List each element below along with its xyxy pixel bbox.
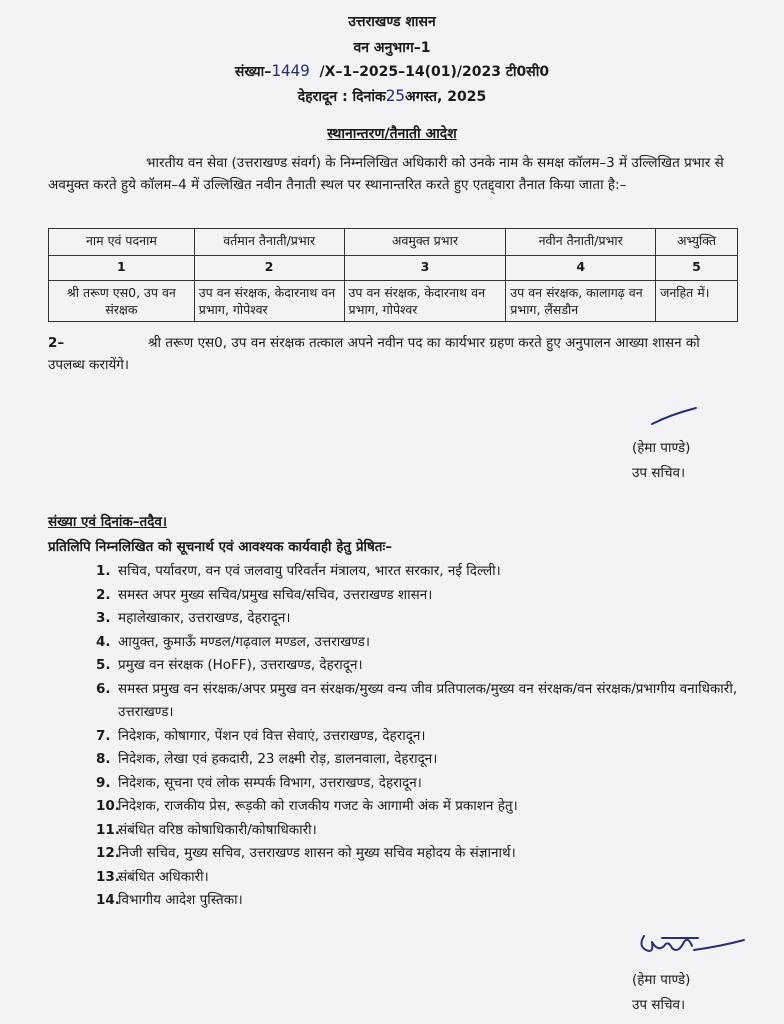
- section-heading: वन अनुभाग–1: [353, 40, 431, 56]
- copy-reference: संख्या एवं दिनांक–तदैव।: [48, 514, 167, 530]
- table-cell-remarks: जनहित में।: [656, 281, 738, 322]
- date-suffix: अगस्त, 2025: [405, 89, 487, 105]
- table-header-row: [49, 229, 738, 256]
- table-number-row: [49, 256, 738, 281]
- order-number-handwritten: 1449: [271, 61, 310, 80]
- table-header-cell: अवमुक्त प्रभार: [344, 229, 506, 256]
- list-item: 5. प्रमुख वन संरक्षक (HoFF), उत्तराखण्ड, देहरादून।: [96, 657, 363, 673]
- list-item: 8. निदेशक, लेखा एवं हकदारी, 23 लक्ष्मी रोड़, डालनवाला, देहरादून।: [96, 751, 438, 767]
- table-cell-relieved-charge: उप वन संरक्षक, केदारनाथ वन प्रभाग, गोपेश्वर: [344, 281, 506, 322]
- table-row: [49, 281, 738, 322]
- column-number: 1: [49, 256, 195, 281]
- table-header-cell: नाम एवं पदनाम: [49, 229, 195, 256]
- order-title: स्थानान्तरण/तैनाती आदेश: [327, 126, 457, 142]
- list-item: 13. संबंधित अधिकारी।: [96, 868, 209, 885]
- signatory-designation: उप सचिव।: [632, 997, 686, 1013]
- list-item: 7. निदेशक, कोषागार, पेंशन एवं वित्त सेवाएं, उत्तराखण्ड, देहरादून।: [96, 727, 426, 744]
- column-number: 5: [656, 256, 738, 281]
- date-day-handwritten: 25: [385, 86, 406, 105]
- copy-recipient-list: [98, 560, 748, 913]
- order-number-label: संख्या–: [234, 64, 272, 80]
- list-item: 14. विभागीय आदेश पुस्तिका।: [96, 892, 243, 908]
- paragraph-1: भारतीय वन सेवा (उत्तराखण्ड संवर्ग) के निम्नलिखित अधिकारी को उनके नाम के समक्ष कॉलम–3 में उल्लिखित प्रभार से अवमुक्त करते हुये कॉलम–4 में उल्लिखित नवीन तैनाती स्थल पर स्थानान्तरित करते हुए एतद्द्वारा तैनात किया जाता है:–: [48, 155, 724, 193]
- order-number-line: [0, 61, 784, 81]
- list-item: 6. समस्त प्रमुख वन संरक्षक/अपर प्रमुख वन संरक्षक/मुख्य वन्य जीव प्रतिपालक/मुख्य वन संरक्षक/वन संरक्षक/प्रभागीय वनाधिकारी, उत्तराखण्ड।: [96, 680, 738, 720]
- signatory-name: (हेमा पाण्डे): [632, 972, 691, 988]
- initial-stroke-mark: [648, 404, 708, 428]
- table-header-cell: वर्तमान तैनाती/प्रभार: [194, 229, 344, 256]
- table-cell-current-posting: उप वन संरक्षक, केदारनाथ वन प्रभाग, गोपेश्वर: [194, 281, 344, 322]
- table-header-cell: अभ्युक्ति: [656, 229, 738, 256]
- column-number: 2: [194, 256, 344, 281]
- list-item: 12. निजी सचिव, मुख्य सचिव, उत्तराखण्ड शासन को मुख्य सचिव महोदय के संज्ञानार्थ।: [96, 845, 516, 861]
- signature-block-2: [632, 968, 690, 1018]
- signature-block-1: [632, 436, 690, 486]
- table-cell-name: श्री तरूण एस0, उप वन संरक्षक: [49, 281, 195, 322]
- table-header-cell: नवीन तैनाती/प्रभार: [506, 229, 656, 256]
- copy-intro: प्रतिलिपि निम्नलिखित को सूचनार्थ एवं आवश्यक कार्यवाही हेतु प्रेषितः–: [48, 539, 392, 555]
- paragraph-2-number: 2–: [48, 335, 65, 351]
- place-date-line: [0, 86, 784, 106]
- order-reference: /X–1–2025–14(01)/2023 टी0सी0: [319, 64, 550, 80]
- place-date-prefix: देहरादून : दिनांक: [297, 89, 386, 105]
- column-number: 3: [344, 256, 506, 281]
- handwritten-signature: [632, 928, 752, 968]
- list-item: 1. सचिव, पर्यावरण, वन एवं जलवायु परिवर्तन मंत्रालय, भारत सरकार, नई दिल्ली।: [96, 563, 501, 579]
- signatory-designation: उप सचिव।: [632, 465, 686, 481]
- govt-heading: उत्तराखण्ड शासन: [348, 14, 436, 30]
- list-item: 2. समस्त अपर मुख्य सचिव/प्रमुख सचिव/सचिव, उत्तराखण्ड शासन।: [96, 586, 433, 603]
- column-number: 4: [506, 256, 656, 281]
- list-item: 11. संबंधित वरिष्ठ कोषाधिकारी/कोषाधिकारी।: [96, 821, 317, 838]
- paragraph-2: [48, 332, 738, 376]
- transfer-table: [48, 228, 738, 322]
- table-cell-new-posting: उप वन संरक्षक, कालागढ़ वन प्रभाग, लैंसडौन: [506, 281, 656, 322]
- signatory-name: (हेमा पाण्डे): [632, 440, 691, 456]
- list-item: 3. महालेखाकार, उत्तराखण्ड, देहरादून।: [96, 610, 291, 626]
- list-item: 10. निदेशक, राजकीय प्रेस, रूड़की को राजकीय गजट के आगामी अंक में प्रकाशन हेतु।: [96, 798, 518, 814]
- paragraph-2-text: श्री तरूण एस0, उप वन संरक्षक तत्काल अपने नवीन पद का कार्यभार ग्रहण करते हुए अनुपालन आख्या शासन को उपलब्ध करायेंगे।: [48, 335, 700, 373]
- list-item: 9. निदेशक, सूचना एवं लोक सम्पर्क विभाग, उत्तराखण्ड, देहरादून।: [96, 774, 422, 791]
- list-item: 4. आयुक्त, कुमाऊँ मण्डल/गढ़वाल मण्डल, उत्तराखण्ड।: [96, 633, 371, 650]
